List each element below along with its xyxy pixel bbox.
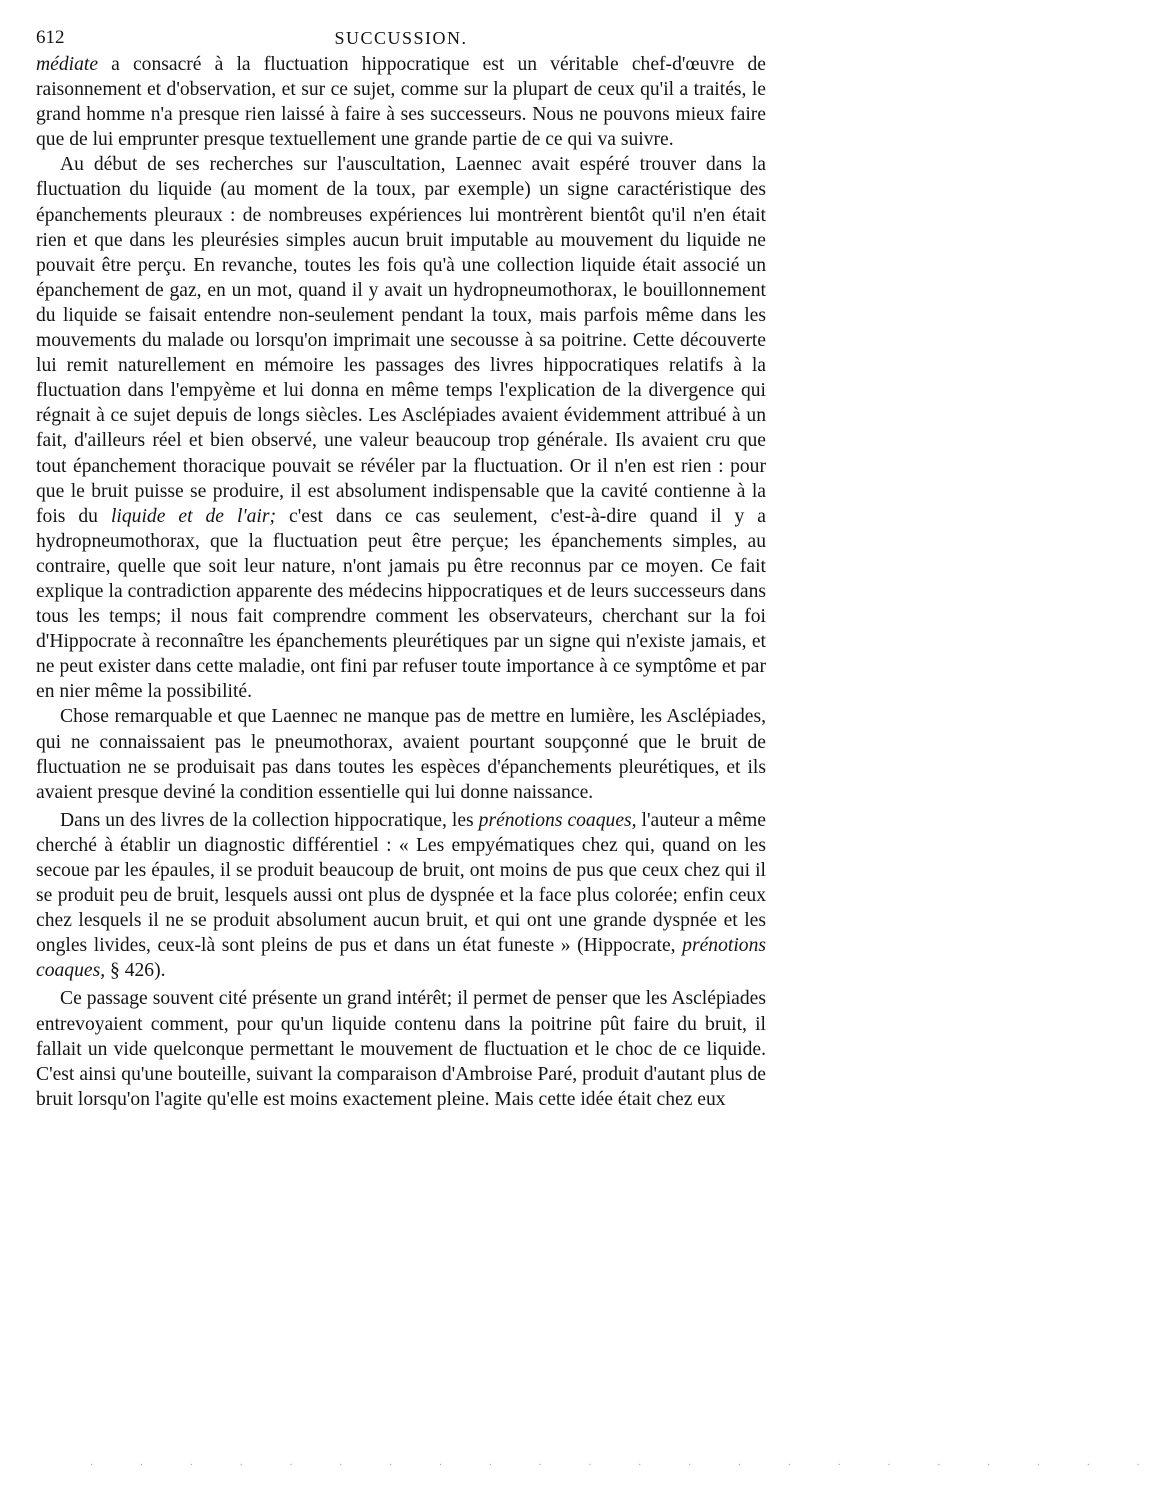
paragraph-4 bbox=[36, 808, 766, 984]
paragraph-2 bbox=[36, 152, 766, 704]
book-page bbox=[36, 24, 766, 1112]
paragraph-text: a consacré à la fluctuation hippocratique est un véritable chef-d'œuvre de raisonnement et d'observation, et sur ce sujet, comme sur la plupart de ceux qu'il a traités, le grand homme n'a presque rien laissé à faire à ses successeurs. Nous ne pouvons mieux faire que de lui emprunter presque textuellement une grande partie de ce qui va suivre. bbox=[36, 54, 766, 151]
italic-title: prénotions coaques, bbox=[36, 935, 766, 982]
scan-specks-decoration: · · · · · · · · · · · · · · · · · · · · · · bbox=[90, 1460, 1162, 1471]
paragraph-text: Chose remarquable et que Laennec ne manque pas de mettre en lumière, les Asclépiades, qui ne connaissaient pas le pneumothorax, avaient pourtant soupçonné que le bruit de fluctuation ne se produisait pas dans toutes les espèces d'épanchements pleurétiques, et ils avaient presque deviné la condition essentielle qui lui donne naissance. bbox=[36, 706, 766, 803]
italic-term: médiate bbox=[36, 54, 99, 75]
paragraph-text: Dans un des livres de la collection hippocratique, les bbox=[60, 809, 479, 831]
italic-phrase: liquide et de l'air; bbox=[110, 505, 277, 527]
page-header bbox=[36, 24, 766, 52]
paragraph-text: § 426). bbox=[105, 960, 166, 982]
paragraph-text: c'est dans ce cas seulement, c'est-à-dire quand il y a hydropneumothorax, que la fluctuation peut être perçue; les épanchements simples, au contraire, quelle que soit leur nature, n'ont jamais pu être reconnus par ce moyen. Ce fait explique la contradiction apparente des médecins hippocratiques et de leurs successeurs dans tous les temps; il nous fait comprendre comment les observateurs, cherchant sur la foi d'Hippocrate à reconnaître les épanchements pleurétiques par un signe qui n'existe jamais, et ne peut exister dans cette maladie, ont fini par refuser toute importance à ce symptôme et par en nier même la possibilité. bbox=[36, 505, 767, 703]
italic-title: prénotions coaques, bbox=[478, 809, 637, 831]
paragraph-3 bbox=[36, 704, 766, 804]
running-title: SUCCUSSION. bbox=[334, 28, 468, 48]
paragraph-1 bbox=[36, 52, 766, 152]
paragraph-text: Au début de ses recherches sur l'auscultation, Laennec avait espéré trouver dans la fluctuation du liquide (au moment de la toux, par exemple) un signe caractéristique des épanchements pleuraux : de nombreuses expériences lui montrèrent bientôt qu'il n'en était rien et que dans les pleurésies simples aucun bruit imputable au mouvement du liquide ne pouvait être perçu. En revanche, toutes les fois qu'à une collection liquide était associé un épanchement de gaz, en un mot, quand il y avait un hydropneumothorax, le bouillonnement du liquide se faisait entendre non-seulement pendant la toux, mais parfois même dans les mouvements du malade ou lorsqu'on imprimait une secousse à sa poitrine. Cette découverte lui remit naturellement en mémoire les passages des livres hippocratiques relatifs à la fluctuation dans l'empyème et lui donna en même temps l'explication de la divergence qui régnait à ce sujet depuis de longs siècles. Les Asclépiades avaient évidemment attribué à un fait, d'ailleurs réel et bien observé, une valeur beaucoup trop générale. Ils avaient cru que tout épanchement thoracique pouvait se révéler par la fluctuation. Or il n'en est rien : pour que le bruit puisse se produire, il est absolument indispensable que la cavité contienne à la fois du bbox=[36, 154, 766, 527]
paragraph-text: Ce passage souvent cité présente un grand intérêt; il permet de penser que les Asclépiades entrevoyaient comment, pour qu'un liquide contenu dans la poitrine pût faire du bruit, il fallait un vide quelconque permettant le mouvement de fluctuation et le choc de ce liquide. C'est ainsi qu'une bouteille, suivant la comparaison d'Ambroise Paré, produit d'autant plus de bruit lorsqu'on l'agite qu'elle est moins exactement pleine. Mais cette idée était chez eux bbox=[36, 988, 766, 1110]
paragraph-text: l'auteur a même cherché à établir un diagnostic différentiel : « Les empyématiques chez qui, quand on les secoue par les épaules, il se produit beaucoup de bruit, ont moins de pus que ceux chez qui il se produit peu de bruit, lesquels aussi ont plus de dyspnée et la face plus colorée; enfin ceux chez lesquels il ne se produit absolument aucun bruit, et qui ont une grande dyspnée et les ongles livides, ceux-là sont pleins de pus et dans un état funeste » (Hippocrate, bbox=[36, 809, 766, 957]
paragraph-5 bbox=[36, 986, 766, 1111]
body-text bbox=[36, 52, 766, 1112]
page-number: 612 bbox=[36, 27, 65, 48]
